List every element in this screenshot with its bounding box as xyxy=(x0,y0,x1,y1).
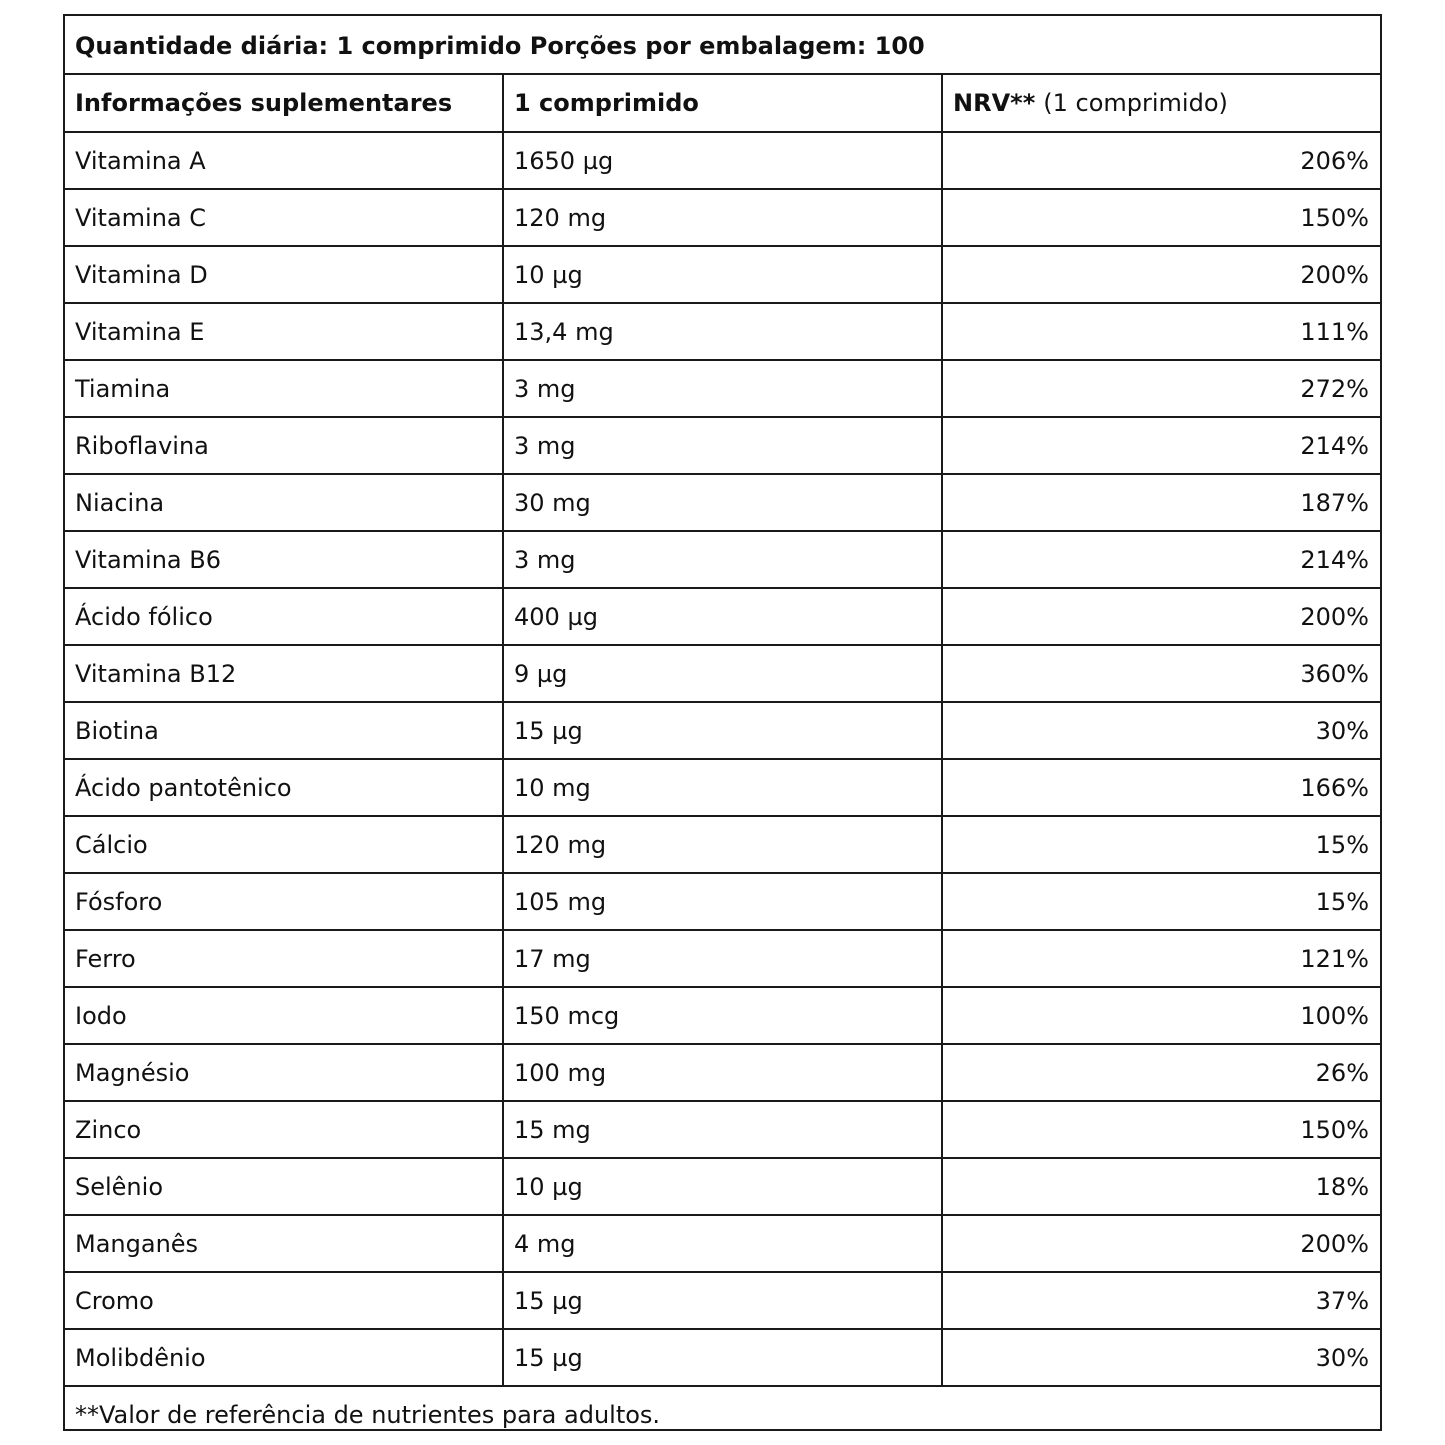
table-row xyxy=(65,703,1380,760)
table-body xyxy=(65,133,1380,1387)
nutrient-nrv: 214% xyxy=(1300,431,1369,460)
nutrient-name: Manganês xyxy=(65,1216,504,1271)
nutrient-name: Ácido pantotênico xyxy=(65,760,504,815)
serving-summary: Quantidade diária: 1 comprimido Porções por embalagem: 100 xyxy=(65,16,1380,75)
nutrient-amount: 3 mg xyxy=(504,361,943,416)
nutrient-name: Biotina xyxy=(65,703,504,758)
nutrient-nrv: 30% xyxy=(1315,1343,1369,1372)
nutrient-amount: 15 mg xyxy=(504,1102,943,1157)
nutrient-amount: 120 mg xyxy=(504,190,943,245)
nutrient-nrv: 272% xyxy=(1300,374,1369,403)
table-row xyxy=(65,988,1380,1045)
nutrient-amount: 13,4 mg xyxy=(504,304,943,359)
nutrient-amount: 3 mg xyxy=(504,418,943,473)
table-row xyxy=(65,304,1380,361)
table-row xyxy=(65,247,1380,304)
nutrient-nrv: 121% xyxy=(1300,944,1369,973)
table-row xyxy=(65,1216,1380,1273)
header-nrv xyxy=(943,75,1380,131)
nutrient-amount: 400 µg xyxy=(504,589,943,644)
table-row xyxy=(65,1102,1380,1159)
nutrient-amount: 1650 µg xyxy=(504,133,943,188)
nutrient-nrv: 206% xyxy=(1300,146,1369,175)
footnote: **Valor de referência de nutrientes para adultos. xyxy=(75,1400,661,1429)
header-amount: 1 comprimido xyxy=(504,75,943,131)
nutrient-nrv: 187% xyxy=(1300,488,1369,517)
nutrient-name: Fósforo xyxy=(65,874,504,929)
nutrient-nrv: 166% xyxy=(1300,773,1369,802)
nutrient-name: Tiamina xyxy=(65,361,504,416)
nutrient-nrv: 150% xyxy=(1300,203,1369,232)
header-nrv-label: NRV** xyxy=(953,89,1036,117)
nutrient-name: Vitamina E xyxy=(65,304,504,359)
table-row xyxy=(65,646,1380,703)
nutrient-amount: 10 µg xyxy=(504,247,943,302)
nutrient-name: Vitamina A xyxy=(65,133,504,188)
nutrient-nrv: 200% xyxy=(1300,1229,1369,1258)
nutrient-name: Molibdênio xyxy=(65,1330,504,1385)
nutrient-name: Niacina xyxy=(65,475,504,530)
nutrient-nrv: 111% xyxy=(1300,317,1369,346)
table-row xyxy=(65,190,1380,247)
table-row xyxy=(65,589,1380,646)
nutrient-amount: 15 µg xyxy=(504,1330,943,1385)
nutrient-nrv: 200% xyxy=(1300,260,1369,289)
nutrient-nrv: 150% xyxy=(1300,1115,1369,1144)
table-row xyxy=(65,133,1380,190)
nutrient-name: Vitamina C xyxy=(65,190,504,245)
nutrient-name: Vitamina D xyxy=(65,247,504,302)
table-row xyxy=(65,475,1380,532)
nutrient-nrv: 360% xyxy=(1300,659,1369,688)
nutrient-name: Zinco xyxy=(65,1102,504,1157)
nutrient-name: Cálcio xyxy=(65,817,504,872)
table-row xyxy=(65,361,1380,418)
nutrient-amount: 17 mg xyxy=(504,931,943,986)
nutrient-name: Ferro xyxy=(65,931,504,986)
nutrient-name: Iodo xyxy=(65,988,504,1043)
nutrient-name: Magnésio xyxy=(65,1045,504,1100)
nutrient-amount: 105 mg xyxy=(504,874,943,929)
table-row xyxy=(65,418,1380,475)
nutrient-amount: 9 µg xyxy=(504,646,943,701)
header-nrv-note: (1 comprimido) xyxy=(1043,89,1228,117)
nutrient-name: Vitamina B6 xyxy=(65,532,504,587)
nutrient-amount: 30 mg xyxy=(504,475,943,530)
nutrient-amount: 10 mg xyxy=(504,760,943,815)
nutrient-name: Riboflavina xyxy=(65,418,504,473)
table-row xyxy=(65,760,1380,817)
nutrient-nrv: 15% xyxy=(1315,887,1369,916)
nutrient-amount: 120 mg xyxy=(504,817,943,872)
table-row xyxy=(65,1330,1380,1387)
nutrient-nrv: 18% xyxy=(1315,1172,1369,1201)
nutrient-amount: 15 µg xyxy=(504,703,943,758)
supplement-facts-table xyxy=(63,14,1382,1431)
nutrient-name: Selênio xyxy=(65,1159,504,1214)
table-row xyxy=(65,874,1380,931)
nutrient-amount: 100 mg xyxy=(504,1045,943,1100)
table-row xyxy=(65,1045,1380,1102)
nutrient-nrv: 26% xyxy=(1315,1058,1369,1087)
nutrient-amount: 15 µg xyxy=(504,1273,943,1328)
nutrient-amount: 3 mg xyxy=(504,532,943,587)
nutrient-name: Cromo xyxy=(65,1273,504,1328)
nutrient-nrv: 100% xyxy=(1300,1001,1369,1030)
table-row xyxy=(65,1159,1380,1216)
nutrient-name: Vitamina B12 xyxy=(65,646,504,701)
nutrient-nrv: 15% xyxy=(1315,830,1369,859)
nutrient-amount: 4 mg xyxy=(504,1216,943,1271)
nutrient-name: Ácido fólico xyxy=(65,589,504,644)
nutrient-nrv: 214% xyxy=(1300,545,1369,574)
table-header-row xyxy=(65,75,1380,133)
nutrient-nrv: 200% xyxy=(1300,602,1369,631)
table-row xyxy=(65,931,1380,988)
table-row xyxy=(65,1273,1380,1330)
nutrient-amount: 10 µg xyxy=(504,1159,943,1214)
nutrient-nrv: 37% xyxy=(1315,1286,1369,1315)
table-row xyxy=(65,817,1380,874)
nutrient-nrv: 30% xyxy=(1315,716,1369,745)
table-row xyxy=(65,532,1380,589)
nutrient-amount: 150 mcg xyxy=(504,988,943,1043)
header-nutrient: Informações suplementares xyxy=(65,75,504,131)
